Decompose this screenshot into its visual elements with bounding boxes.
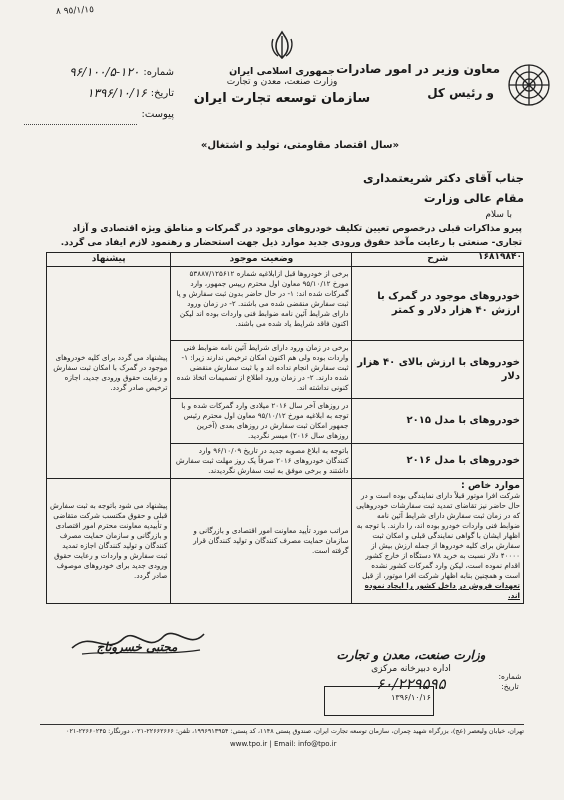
proposal-notes-cell (47, 479, 171, 604)
meta-number-row (24, 62, 174, 83)
status-notes-cell (171, 479, 352, 604)
notes-title: موارد خاص : (460, 480, 520, 491)
salutation: با سلام (485, 210, 512, 220)
stamp-date: ۱۳۹۶/۱۰/۱۶ (391, 693, 431, 702)
stamp-office: اداره دبیرخانه مرکزی (371, 664, 451, 674)
attachment-line (24, 104, 137, 125)
row-status: باتوجه به ابلاغ مصوبه جدید در تاریخ ۹۶/۱۰/۰۹ وارد کنندگان خودروهای ۲۰۱۶ صرفاً یک روز مهلت ثبت سفارش داشتند و برخی موفق به ثبت سفارش نگردیدند. (171, 444, 352, 479)
stamp-side-labels (490, 672, 530, 692)
meta-date-row (24, 83, 174, 104)
row-category: خودروهای موجود در گمرک با ارزش ۴۰ هزار دلار و کمتر (352, 267, 524, 341)
proposal-cell (47, 267, 171, 479)
date-value: ۱۳۹۶/۱۰/۱۶ (87, 86, 147, 100)
row-category: خودروهای با مدل ۲۰۱۶ (352, 444, 524, 479)
proposal-notes-text: پیشنهاد می شود باتوجه به ثبت سفارش قبلی و حقوق مکتسب شرکت متقاضی و تأییدیه معاونت محترم امور اقتصادی و بازرگانی و سازمان حمایت مصرف کنندگان و تولید کنندگان اجازه تمدید ثبت سفارش و واردات و رعایت حقوق ورودی جدید برای خودروهای موصوف صادر گردد. (50, 501, 168, 580)
addressee-name: جناب آقای دکتر شریعتمداری (362, 171, 524, 185)
number-label: شماره: (143, 67, 174, 78)
status-notes-text: مراتب مورد تأیید معاونت امور اقتصادی و بازرگانی و سازمان حمایت مصرف کنندگان و تولید کنندگان قرار گرفته است. (193, 526, 349, 555)
stamp-ministry: وزارت صنعت، معدن و تجارت (336, 648, 486, 662)
header-proposal: پیشنهاد (47, 253, 171, 267)
proposal-text: پیشنهاد می گردد برای کلیه خودروهای موجود در گمرک با امکان ثبت سفارش و رعایت حقوق ورودی جدید، اجازه ترخیص صادر گردد. (53, 352, 168, 392)
stamp-box (324, 686, 434, 716)
addressee-title: مقام عالی وزارت (423, 191, 524, 205)
sender-header (332, 62, 552, 100)
footer-divider (40, 724, 524, 725)
letter-body: پیرو مذاکرات قبلی درخصوص تعیین تکلیف خودروهای موجود در گمرکات و مناطق ویژه اقتصادی و آزاد تجاری- صنعتی با رعایت مآخذ حقوق ورودی جدید موارد ذیل جهت استحضار و رهنمود لازم ایفاد می گردد. ۱۶۸۱۹۸۴۰ (60, 224, 522, 262)
notes-text: شرکت افرا موتور قبلاً دارای نمایندگی بوده است و در حال حاضر نیز تقاضای تمدید ثبت سفارشات خودروهایی که در زمان ثبت سفارش دارای شرایط آئین نامه ضوابط فنی واردات خودرو بوده اند، را دارند. با توجه به اظهار ایشان با گواهی نمایندگی قبلی و امکان ثبت سفارش برای کلیه خودروها از جمله ارزش بیش از ۴۰۰۰۰ دلار نسبت به خرید ۷۸ دستگاه از خارج کشور اقدام نموده است، لیکن وارد گمرکات کشور نشده است و همچنین بنابه اظهار شرکت افرا موتور، از قبل (356, 491, 520, 580)
year-slogan: «سال اقتصاد مقاومتی، تولید و اشتغال» (200, 140, 400, 151)
stamp-number: ۶۰/۲۲۹۵۹۵ (376, 675, 446, 693)
row-status: برخی از خودروها قبل ازابلاغیه شماره ۵۳۸۸۷/۱۲۵۶۱۲ مورخ ۹۵/۱۰/۱۲ معاون اول محترم رییس جمهور، وارد گمرکات شده اند: ۱- در حال حاضر بدون ثبت سفارش و یا ثبت سفارش منقضی شده می باشند. ۲- در زمان ورود دارای شرایط آئین نامه ضوابط فنی واردات بوده اند لیکن اکنون فاقد شرایط یاد شده می باشند. (171, 267, 352, 341)
row-status: در روزهای آخر سال ۲۰۱۶ میلادی وارد گمرکات شده و با توجه به ابلاغیه مورخ ۹۵/۱۰/۱۲ معاون اول محترم رئیس جمهور امکان ثبت سفارش در روزهای بعدی (آخرین روزهای سال ۲۰۱۶) میسر نگردید. (171, 399, 352, 444)
meta-attachment-row (24, 104, 174, 125)
table-row (47, 479, 524, 604)
table-header-row (47, 253, 524, 267)
organization-name: سازمان توسعه تجارت ایران (193, 91, 371, 106)
number-value: ۹۶/۱۰۰/۵-۱۲۰ (69, 65, 140, 79)
letter-meta (24, 62, 174, 125)
addressee (363, 168, 524, 208)
footer-web: www.tpo.ir | Email: info@tpo.ir (230, 740, 337, 748)
header-status: وضعیت موجود (171, 253, 352, 267)
row-category: خودروهای با مدل ۲۰۱۵ (352, 399, 524, 444)
header-description: شرح (352, 253, 524, 267)
footer-address: تهران، خیابان ولیعصر (عج)، بزرگراه شهید چمران، سازمان توسعه تجارت ایران، صندوق پستی ۱۱۴۸، کد پستی: ۱۹۹۶۹۱۳۹۵۴، تلفن: ۲۲۶۶۲۶۶۶-۰۲۱، دورنگار: ۲۲۶۶۰۲۴۵-۰۲۱ (66, 727, 524, 735)
sender-title: معاون وزیر در امور صادرات (336, 62, 500, 76)
signatory-name: مجتبی خسروتاج (96, 640, 178, 654)
stamp-side-number-label: شماره: (498, 672, 522, 681)
attachment-label: پیوست: (141, 109, 174, 120)
ministry-name: وزارت صنعت، معدن و تجارت (226, 77, 338, 87)
vehicles-table (46, 252, 524, 604)
row-category: خودروهای با ارزش بالای ۴۰ هزار دلار (352, 341, 524, 399)
iran-emblem-icon (269, 30, 295, 60)
special-notes-cell (352, 479, 524, 604)
stamp-side-date-label: تاریخ: (501, 682, 519, 691)
tpo-logo-icon (506, 62, 552, 108)
row-status: برخی در زمان ورود دارای شرایط آئین نامه ضوابط فنی واردات بوده ولی هم اکنون امکان ترخیص ندارند زیرا: ۱- ثبت سفارش انجام نداده اند و یا ثبت سفارش منقضی شده دارند. ۲- در زمان ورود اطلاع از تصمیمات اتخاذ شده کنونی نداشته اند. (171, 341, 352, 399)
notes-emphasis: تعهدات فروش در داخل کشور را ایجاد نموده اند. (364, 581, 520, 600)
sender-subtitle: و رئیس کل (427, 86, 494, 100)
date-label: تاریخ: (150, 88, 174, 99)
corner-note: ٩٥/١/١٥ ٨ (55, 5, 95, 17)
republic-name: جمهوری اسلامی ایران (229, 66, 335, 77)
table-row (47, 267, 524, 341)
